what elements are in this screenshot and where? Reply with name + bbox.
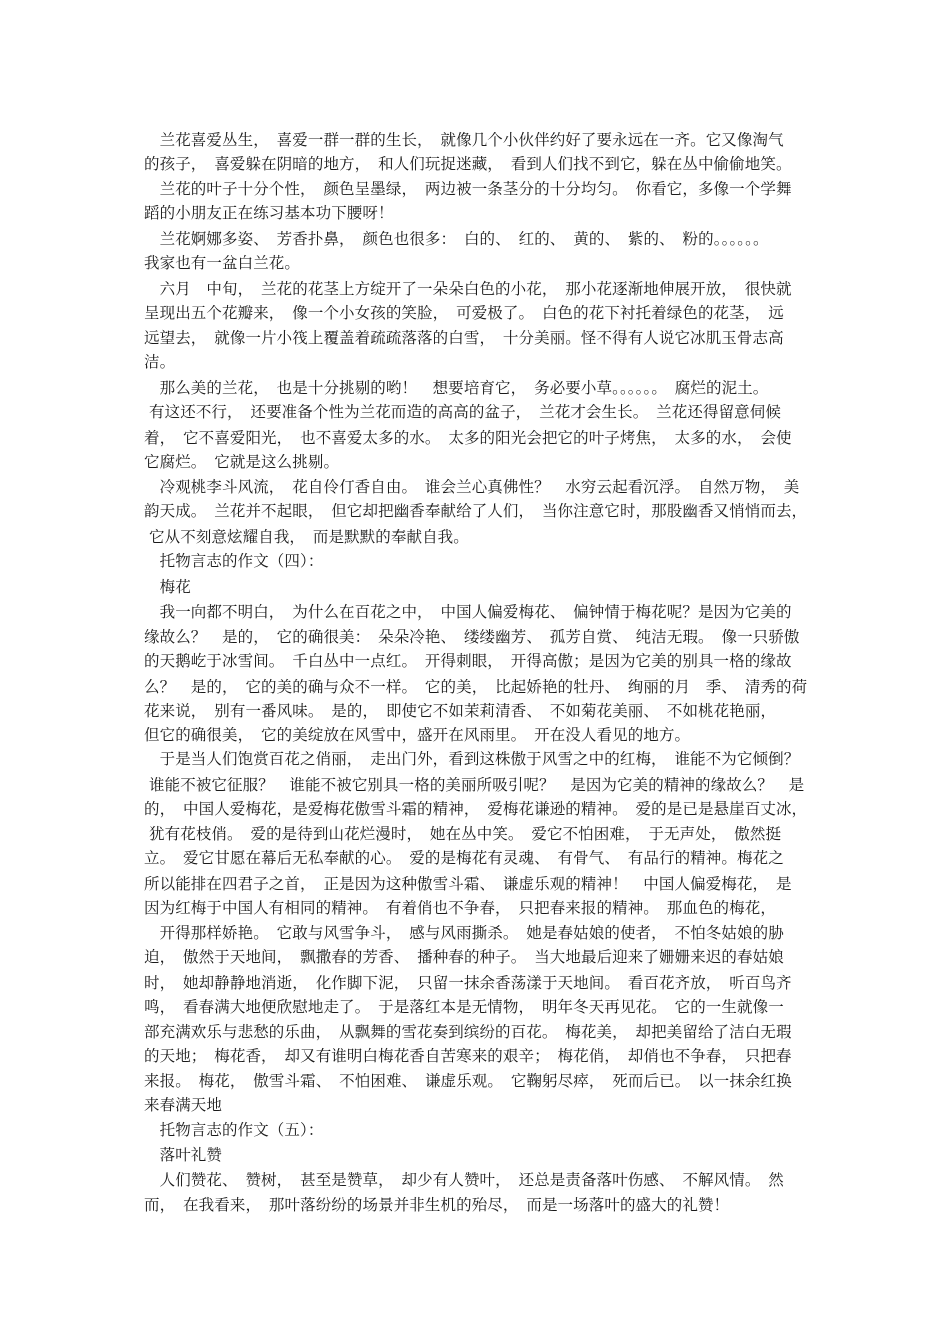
text-line: 蹈的小朋友正在练习基本功下腰呀！ bbox=[144, 204, 394, 222]
text-line: 它腐烂。 它就是这么挑剔。 bbox=[144, 453, 340, 471]
text-line: 谁能不被它征服？ 谁能不被它别具一格的美丽所吸引呢？ 是因为它美的精神的缘故么？ 是 bbox=[144, 776, 805, 794]
text-line: 立。 爱它甘愿在幕后无私奉献的心。 爱的是梅花有灵魂、 有骨气、 有品行的精神。梅花之 bbox=[144, 849, 784, 867]
text-line: 我家也有一盆白兰花。 bbox=[144, 254, 301, 272]
text-line: 开得那样娇艳。 它敢与风雪争斗， 感与风雨撕杀。 她是春姑娘的使者， 不怕冬姑娘的胁 bbox=[144, 924, 784, 942]
text-line: 那么美的兰花， 也是十分挑剔的哟！ 想要培育它， 务必要小草。。。。。。 腐烂的泥土。 bbox=[144, 379, 769, 397]
text-line: 迫， 傲然于天地间， 飘撒春的芳香、 播种春的种子。 当大地最后迎来了姗姗来迟的春姑娘 bbox=[144, 948, 784, 966]
text-line: 的孩子， 喜爱躲在阴暗的地方， 和人们玩捉迷藏， 看到人们找不到它，躲在丛中偷偷地笑。 bbox=[144, 155, 792, 173]
text-line: 有这还不行， 还要准备个性为兰花而造的高高的盆子， 兰花才会生长。 兰花还得留意伺候 bbox=[144, 403, 781, 421]
text-line: 来报。 梅花， 傲雪斗霜、 不怕困难、 谦虚乐观。 它鞠躬尽瘁， 死而后已。 以一抹余红换 bbox=[144, 1072, 792, 1090]
text-line: 兰花的叶子十分个性， 颜色呈墨绿， 两边被一条茎分的十分均匀。 你看它，多像一个学舞 bbox=[144, 180, 792, 198]
text-line: 人们赞花、 赞树， 甚至是赞草， 却少有人赞叶， 还总是责备落叶伤感、 不解风情。 然 bbox=[144, 1171, 784, 1189]
text-line: 而， 在我看来， 那叶落纷纷的场景并非生机的殆尽， 而是一场落叶的盛大的礼赞！ bbox=[144, 1196, 730, 1214]
text-line: 远望去， 就像一片小筏上覆盖着疏疏落落的白雪， 十分美丽。怪不得有人说它冰肌玉骨志高 bbox=[144, 329, 784, 347]
text-line: 于是当人们饱赏百花之俏丽， 走出门外，看到这株傲于风雪之中的红梅， 谁能不为它倾倒？ bbox=[144, 750, 800, 768]
text-line: 的天地； 梅花香， 却又有谁明白梅花香自苦寒来的艰辛； 梅花俏， 却俏也不争春， 只把春 bbox=[144, 1047, 792, 1065]
text-line: 花来说， 别有一番风味。 是的， 即使它不如茉莉清香、 不如菊花美丽、 不如桃花艳丽， bbox=[144, 702, 777, 720]
text-line: 它从不刻意炫耀自我， 而是默默的奉献自我。 bbox=[144, 528, 469, 546]
text-line: 着， 它不喜爱阳光， 也不喜爱太多的水。 太多的阳光会把它的叶子烤焦， 太多的水， 会使 bbox=[144, 429, 792, 447]
text-line: 六月 中旬， 兰花的花茎上方绽开了一朵朵白色的小花， 那小花逐渐地伸展开放， 很快就 bbox=[144, 280, 792, 298]
text-line: 来春满天地 bbox=[144, 1096, 223, 1114]
text-line: 部充满欢乐与悲愁的乐曲， 从飘舞的雪花奏到缤纷的百花。 梅花美， 却把美留给了洁白无瑕 bbox=[144, 1023, 792, 1041]
text-line: 冷观桃李斗风流， 花自伶仃香自由。 谁会兰心真佛性？ 水穷云起看沉浮。 自然万物， 美 bbox=[144, 478, 800, 496]
text-line: 但它的确很美， 它的美绽放在风雪中，盛开在风雨里。 开在没人看见的地方。 bbox=[144, 726, 691, 744]
text-line: 鸣， 看春满大地便欣慰地走了。 于是落红本是无情物， 明年冬天再见花。 它的一生就像一 bbox=[144, 998, 784, 1016]
text-line: 的， 中国人爱梅花，是爱梅花傲雪斗霜的精神， 爱梅花谦逊的精神。 爱的是已是悬崖百丈冰， bbox=[144, 800, 808, 818]
text-line: 么？ 是的， 它的美的确与众不一样。 它的美， 比起娇艳的牡丹、 绚丽的月 季、 清秀的荷 bbox=[144, 678, 808, 696]
text-line: 呈现出五个花瓣来， 像一个小女孩的笑脸， 可爱极了。 白色的花下衬托着绿色的花茎， 远 bbox=[144, 304, 784, 322]
text-line: 落叶礼赞 bbox=[144, 1146, 223, 1164]
text-line: 的天鹅屹于冰雪间。 千白丛中一点红。 开得刺眼， 开得高傲；是因为它美的别具一格的缘故 bbox=[144, 652, 792, 670]
text-line: 兰花婀娜多姿、 芳香扑鼻， 颜色也很多： 白的、 红的、 黄的、 紫的、 粉的。。。。。。 bbox=[144, 230, 769, 248]
text-line: 犹有花枝俏。 爱的是待到山花烂漫时， 她在丛中笑。 爱它不怕困难， 于无声处， 傲然挺 bbox=[144, 825, 782, 843]
text-line: 所以能排在四君子之首， 正是因为这种傲雪斗霜、 谦虚乐观的精神！ 中国人偏爱梅花， 是 bbox=[144, 875, 792, 893]
text-line: 托物言志的作文（四）： bbox=[144, 552, 324, 570]
text-line: 时， 她却静静地消逝， 化作脚下泥， 只留一抹余香荡漾于天地间。 看百花齐放， 听百鸟齐 bbox=[144, 974, 792, 992]
text-line: 缘故么？ 是的， 它的确很美： 朵朵冷艳、 缕缕幽芳、 孤芳自赏、 纯洁无瑕。 像一只骄傲 bbox=[144, 628, 800, 646]
text-line: 兰花喜爱丛生， 喜爱一群一群的生长， 就像几个小伙伴约好了要永远在一齐。它又像淘气 bbox=[144, 131, 784, 149]
text-line: 我一向都不明白， 为什么在百花之中， 中国人偏爱梅花、 偏钟情于梅花呢？是因为它美的 bbox=[144, 603, 792, 621]
text-line: 托物言志的作文（五）： bbox=[144, 1121, 324, 1139]
text-line: 韵天成。 兰花并不起眼， 但它却把幽香奉献给了人们， 当你注意它时，那股幽香又悄悄而去， bbox=[144, 502, 808, 520]
text-line: 因为红梅于中国人有相同的精神。 有着俏也不争春， 只把春来报的精神。 那血色的梅花， bbox=[144, 899, 776, 917]
text-line: 梅花 bbox=[144, 578, 191, 596]
text-line: 洁。 bbox=[144, 353, 176, 371]
